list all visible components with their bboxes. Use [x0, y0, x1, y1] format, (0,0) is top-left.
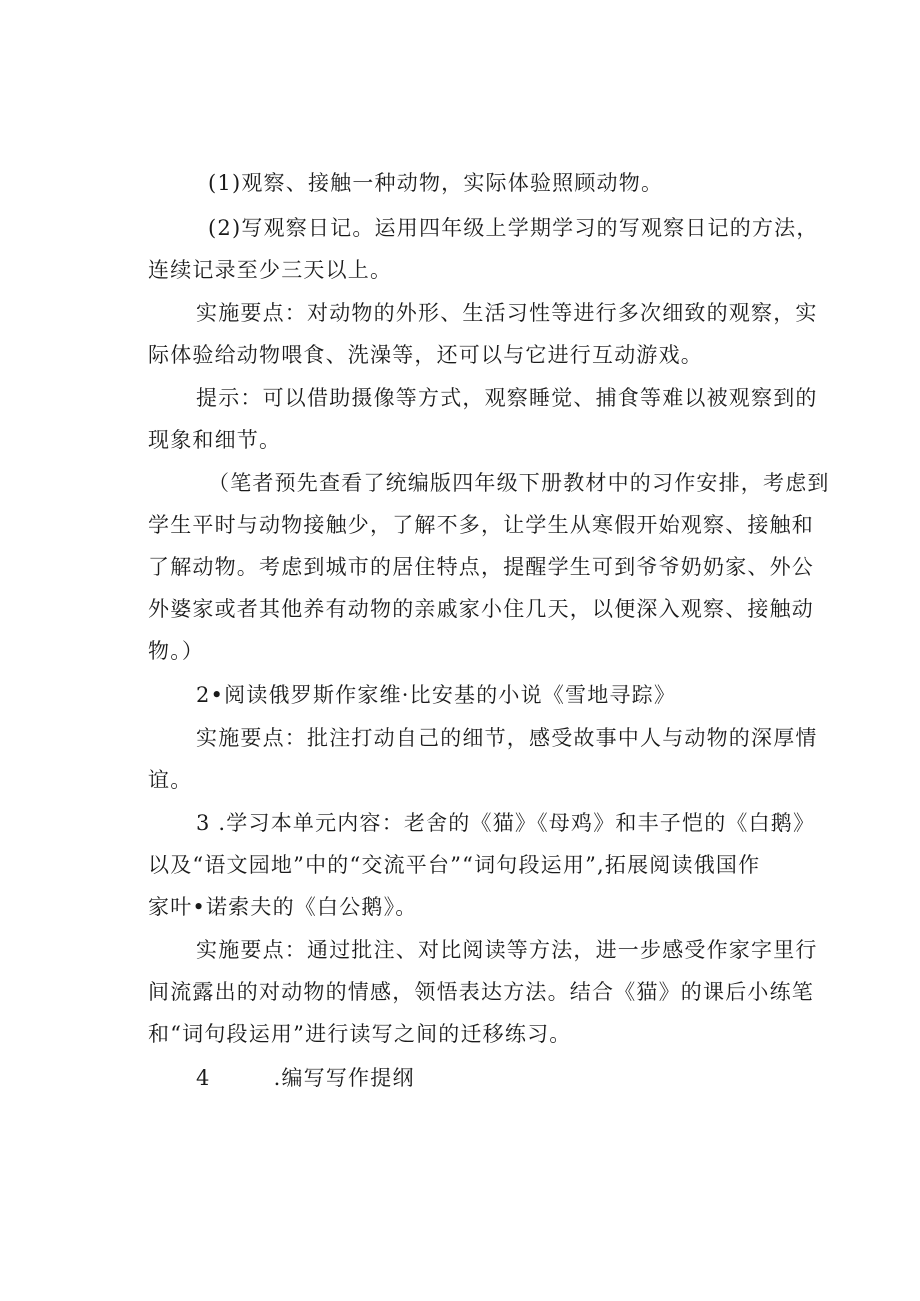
para-8-line-1: 3 .学习本单元内容：老舍的《猫》《母鸡》和丰子恺的《白鹅》	[196, 811, 816, 835]
para-5-line-2: 学生平时与动物接触少，了解不多，让学生从寒假开始观察、接触和	[148, 513, 814, 537]
para-5-line-1: （笔者预先查看了统编版四年级下册教材中的习作安排，考虑到	[208, 471, 830, 495]
para-8-line-3: 家叶•诺索夫的《白公鹅》。	[148, 895, 418, 919]
para-9-line-2: 间流露出的对动物的情感，领悟表达方法。结合《猫》的课后小练笔	[148, 980, 814, 1004]
para-1-line-1: (1)观察、接触一种动物，实际体验照顾动物。	[208, 171, 664, 195]
para-5-line-5: 物。）	[148, 639, 205, 663]
para-3-line-1: 实施要点：对动物的外形、生活习性等进行多次细致的观察，实	[196, 301, 818, 325]
para-8-line-2: 以及“语文园地”中的“交流平台”“词句段运用”,拓展阅读俄国作	[148, 853, 761, 877]
para-4-line-1: 提示：可以借助摄像等方式，观察睡觉、捕食等难以被观察到的	[196, 386, 818, 410]
para-6-line-1: 2•阅读俄罗斯作家维·比安基的小说《雪地寻踪》	[196, 683, 677, 707]
para-7-line-1: 实施要点：批注打动自己的细节，感受故事中人与动物的深厚情	[196, 726, 818, 750]
para-7-line-2: 谊。	[148, 768, 193, 792]
para-9-line-1: 实施要点：通过批注、对比阅读等方法，进一步感受作家字里行	[196, 938, 818, 962]
para-2-line-2: 连续记录至少三天以上。	[148, 258, 393, 282]
para-4-line-2: 现象和细节。	[148, 428, 282, 452]
para-2-line-1: (2)写观察日记。运用四年级上学期学习的写观察日记的方法，	[208, 216, 819, 240]
para-3-line-2: 际体验给动物喂食、洗澡等，还可以与它进行互动游戏。	[148, 343, 703, 367]
para-10-line-1: 4 .编写写作提纲	[196, 1066, 415, 1090]
para-5-line-4: 外婆家或者其他养有动物的亲戚家小住几天，以便深入观察、接触动	[148, 597, 814, 621]
para-5-line-3: 了解动物。考虑到城市的居住特点，提醒学生可到爷爷奶奶家、外公	[148, 555, 814, 579]
para-9-line-3: 和“词句段运用”进行读写之间的迁移练习。	[148, 1022, 572, 1046]
